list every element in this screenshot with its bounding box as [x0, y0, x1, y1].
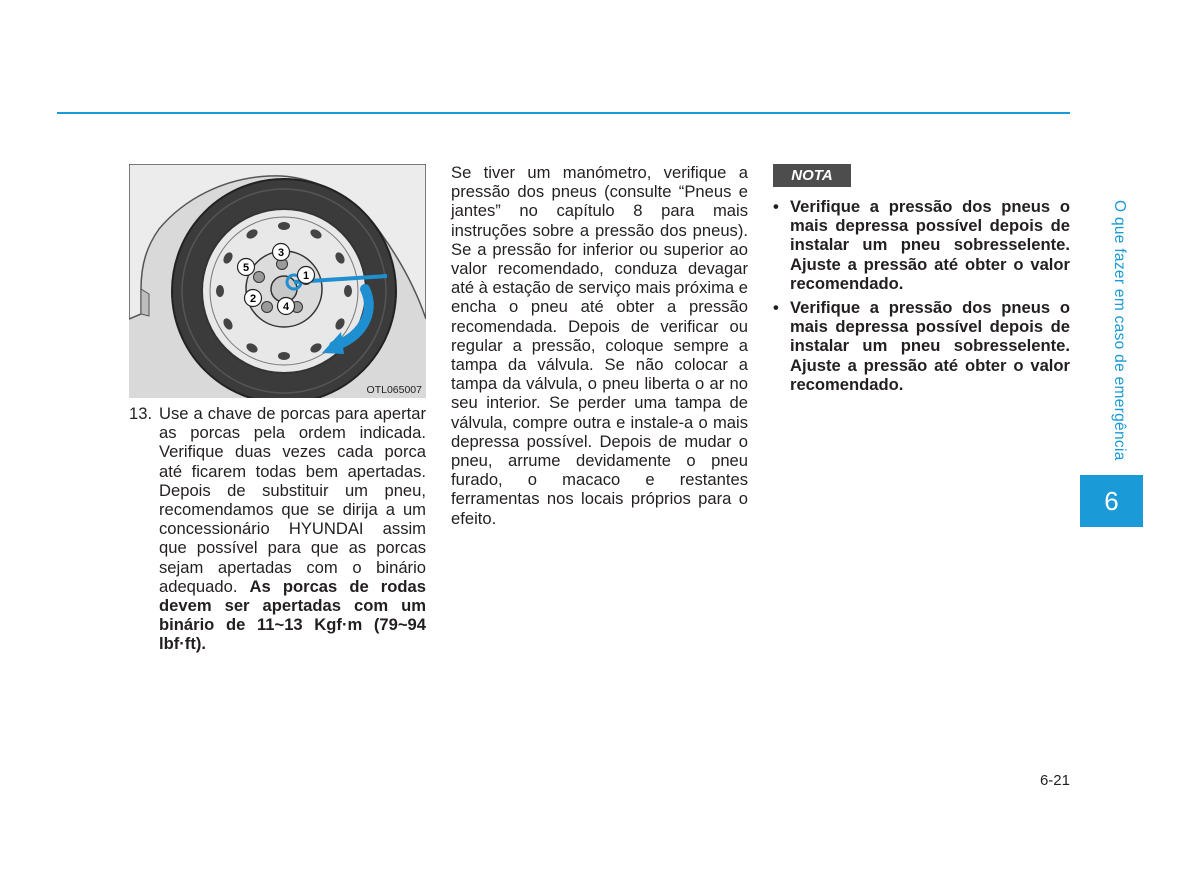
svg-text:2: 2: [249, 293, 257, 305]
nota-item: • Verifique a pressão dos pneus o mais depressa possível depois de instalar um pneu sobresselente. Ajuste a pressão até obter o valor recomendado.: [773, 197, 1070, 293]
nota-item: • Verifique a pressão dos pneus o mais depressa possível depois de instalar um pneu sobresselente. Ajuste a pressão até obter o valor recomendado.: [773, 298, 1070, 394]
wheel-illustration: [129, 164, 426, 398]
section-title-vertical: O que fazer em caso de emergência: [1111, 200, 1128, 461]
torque-warning: As porcas de rodas devem ser apertadas com um binário de 11~13 Kgf·m (79~94 lbf·ft).: [159, 576, 426, 654]
nota-badge: NOTA: [773, 164, 851, 187]
svg-text:1: 1: [302, 270, 310, 282]
figure-code: OTL065007: [366, 384, 422, 396]
step-13: [129, 404, 426, 654]
page-number: 6-21: [1039, 772, 1070, 789]
svg-text:3: 3: [277, 247, 285, 259]
wheel-nut-tightening-figure: [129, 164, 426, 398]
header-rule: [57, 112, 1070, 114]
step-number: 13.: [129, 404, 153, 423]
nota-list: [773, 197, 1070, 399]
tire-pressure-paragraph: Se tiver um manómetro, verifique a pressão dos pneus (consulte “Pneus e jantes” no capítulo 8 para mais instruções sobre a pressão dos pneus). Se a pressão for inferior ou superior ao valor recomendado, conduza devagar até à estação de serviço mais próxima e encha o pneu até obter a pressão recomendada. Depois de verificar ou regular a pressão, coloque sempre a tampa da válvula. Se não colocar a tampa da válvula, o pneu liberta o ar no seu interior. Se perder uma tampa de válvula, compre outra e instale-a o mais depressa possível. Depois de mudar o pneu, arrume devidamente o pneu furado, o macaco e restantes ferramentas nos locais próprios para o efeito.: [451, 163, 748, 528]
step-text: Use a chave de porcas para apertar as porcas pela ordem indicada. Verifique duas vezes cada porca até ficarem todas bem apertadas. Depois de substituir um pneu, recomendamos que se dirija a um concessionário HYUNDAI assim que possível para que as porcas sejam apertadas com o binário adequado. As porcas de rodas devem ser apertadas com um binário de 11~13 Kgf·m (79~94 lbf·ft).: [159, 404, 426, 654]
svg-text:4: 4: [282, 301, 290, 313]
svg-text:5: 5: [242, 262, 250, 274]
chapter-tab: 6: [1080, 475, 1143, 527]
